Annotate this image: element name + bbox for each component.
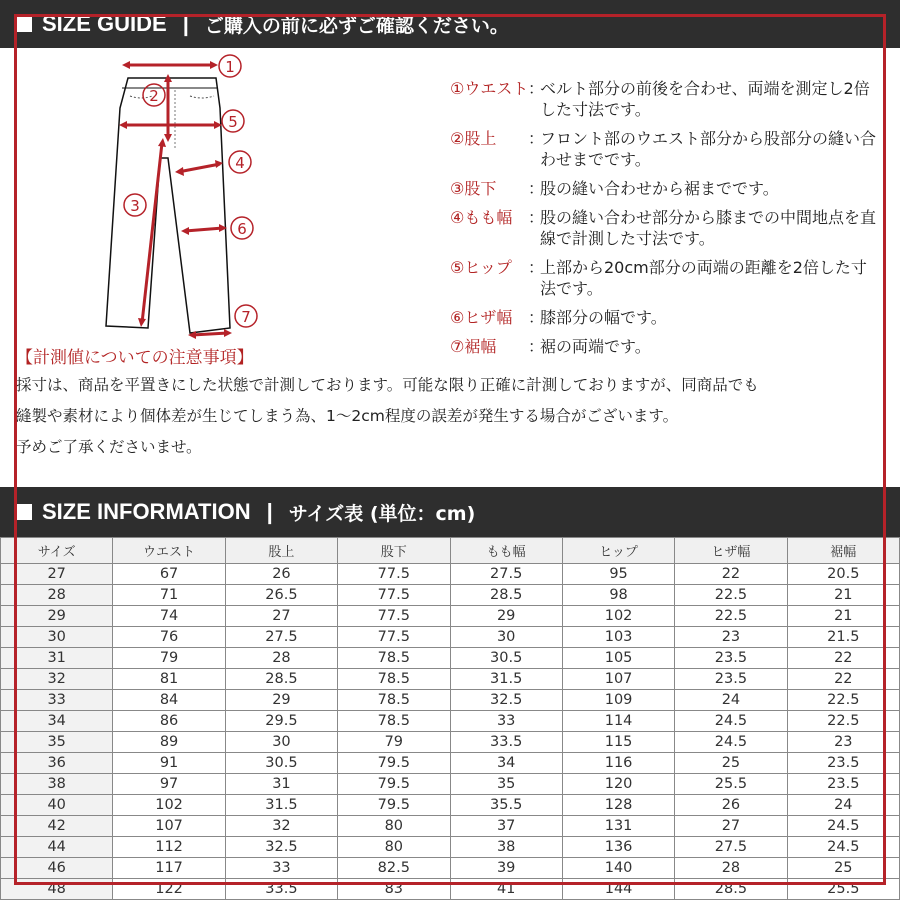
size-cell: 35 xyxy=(1,732,113,753)
legend-item-thigh xyxy=(450,207,880,249)
measurement-cell: 26 xyxy=(225,564,337,585)
measurement-cell: 30.5 xyxy=(450,648,562,669)
table-row xyxy=(1,795,900,816)
legend-item-knee xyxy=(450,307,880,328)
measurement-cell: 24.5 xyxy=(787,837,899,858)
column-header: ウエスト xyxy=(113,538,225,564)
measurement-cell: 79 xyxy=(338,732,450,753)
measurement-cell: 29 xyxy=(450,606,562,627)
measurement-cell: 29.5 xyxy=(225,711,337,732)
measurement-cell: 26 xyxy=(675,795,787,816)
measurement-cell: 80 xyxy=(338,816,450,837)
measurement-cell: 27 xyxy=(225,606,337,627)
measurement-cell: 77.5 xyxy=(338,627,450,648)
measurement-legend xyxy=(450,78,880,365)
size-cell: 40 xyxy=(1,795,113,816)
measurement-cell: 25.5 xyxy=(787,879,899,900)
measurement-cell: 32.5 xyxy=(225,837,337,858)
measurement-cell: 102 xyxy=(562,606,674,627)
legend-term: ④もも幅 xyxy=(450,208,513,227)
measurement-cell: 24 xyxy=(787,795,899,816)
column-header: 裾幅 xyxy=(787,538,899,564)
measurement-cell: 24.5 xyxy=(675,732,787,753)
measurement-cell: 89 xyxy=(113,732,225,753)
measurement-cell: 34 xyxy=(450,753,562,774)
svg-text:5: 5 xyxy=(228,113,238,131)
table-row xyxy=(1,816,900,837)
table-row xyxy=(1,732,900,753)
measurement-cell: 35.5 xyxy=(450,795,562,816)
measurement-cell: 33.5 xyxy=(450,732,562,753)
legend-item-hip xyxy=(450,257,880,299)
column-header: サイズ xyxy=(1,538,113,564)
measurement-cell: 24.5 xyxy=(675,711,787,732)
size-cell: 44 xyxy=(1,837,113,858)
measurement-cell: 41 xyxy=(450,879,562,900)
measurement-cell: 83 xyxy=(338,879,450,900)
measurement-cell: 25 xyxy=(787,858,899,879)
measurement-cell: 26.5 xyxy=(225,585,337,606)
measurement-cell: 31.5 xyxy=(225,795,337,816)
measurement-cell: 28.5 xyxy=(450,585,562,606)
legend-desc: 上部から20cm部分の両端の距離を2倍した寸法です。 xyxy=(540,258,867,298)
legend-item-inseam xyxy=(450,178,880,199)
notes-line: 予めご了承くださいませ。 xyxy=(16,438,202,456)
size-cell: 31 xyxy=(1,648,113,669)
measurement-cell: 30.5 xyxy=(225,753,337,774)
measurement-cell: 131 xyxy=(562,816,674,837)
svg-text:7: 7 xyxy=(241,308,251,326)
measurement-cell: 32 xyxy=(225,816,337,837)
legend-item-waist xyxy=(450,78,880,120)
measurement-cell: 77.5 xyxy=(338,606,450,627)
measurement-cell: 27.5 xyxy=(450,564,562,585)
measurement-cell: 28 xyxy=(675,858,787,879)
table-row xyxy=(1,774,900,795)
legend-term: ⑤ヒップ xyxy=(450,258,512,277)
size-info-title-jp: サイズ表 (単位：cm) xyxy=(288,502,476,525)
size-cell: 42 xyxy=(1,816,113,837)
square-bullet-icon xyxy=(16,504,32,520)
measurement-cell: 24.5 xyxy=(787,816,899,837)
measurement-cell: 95 xyxy=(562,564,674,585)
measurement-cell: 20.5 xyxy=(787,564,899,585)
legend-colon: ： xyxy=(528,79,545,98)
legend-colon: ： xyxy=(528,308,545,327)
measurement-cell: 29 xyxy=(225,690,337,711)
size-guide-title-en: SIZE GUIDE xyxy=(42,11,167,36)
measurement-cell: 91 xyxy=(113,753,225,774)
table-row xyxy=(1,627,900,648)
measurement-cell: 80 xyxy=(338,837,450,858)
measurement-cell: 33 xyxy=(450,711,562,732)
measurement-cell: 22 xyxy=(787,669,899,690)
size-cell: 36 xyxy=(1,753,113,774)
measurement-cell: 27 xyxy=(675,816,787,837)
svg-text:4: 4 xyxy=(235,154,245,172)
measurement-cell: 31.5 xyxy=(450,669,562,690)
measurement-cell: 71 xyxy=(113,585,225,606)
measurement-cell: 122 xyxy=(113,879,225,900)
legend-term: ②股上 xyxy=(450,129,497,148)
legend-desc: 股の縫い合わせから裾までです。 xyxy=(540,179,779,198)
size-cell: 27 xyxy=(1,564,113,585)
size-cell: 32 xyxy=(1,669,113,690)
measurement-cell: 22 xyxy=(675,564,787,585)
measurement-cell: 23.5 xyxy=(675,669,787,690)
column-header: 股上 xyxy=(225,538,337,564)
table-row xyxy=(1,585,900,606)
measurement-cell: 22.5 xyxy=(787,711,899,732)
measurement-cell: 136 xyxy=(562,837,674,858)
size-cell: 33 xyxy=(1,690,113,711)
measurement-cell: 102 xyxy=(113,795,225,816)
size-guide-title-jp: ご購入の前に必ずご確認ください。 xyxy=(204,14,509,37)
size-info-title-en: SIZE INFORMATION xyxy=(42,499,251,524)
square-bullet-icon xyxy=(16,16,32,32)
measurement-cell: 79.5 xyxy=(338,795,450,816)
size-cell: 30 xyxy=(1,627,113,648)
table-row xyxy=(1,648,900,669)
table-row xyxy=(1,753,900,774)
legend-desc: 裾の両端です。 xyxy=(540,337,651,356)
measurement-cell: 23.5 xyxy=(675,648,787,669)
measurement-cell: 74 xyxy=(113,606,225,627)
measurement-cell: 23 xyxy=(675,627,787,648)
measurement-cell: 79 xyxy=(113,648,225,669)
column-header: もも幅 xyxy=(450,538,562,564)
measurement-cell: 24 xyxy=(675,690,787,711)
size-cell: 46 xyxy=(1,858,113,879)
table-row xyxy=(1,690,900,711)
measurement-cell: 28 xyxy=(225,648,337,669)
measurement-cell: 39 xyxy=(450,858,562,879)
measurement-cell: 27.5 xyxy=(225,627,337,648)
notes-line: 採寸は、商品を平置きにした状態で計測しております。可能な限り正確に計測しておりますが、同商品でも xyxy=(16,376,759,394)
measurement-cell: 97 xyxy=(113,774,225,795)
size-guide-header xyxy=(0,0,900,48)
table-row xyxy=(1,606,900,627)
pants-illustration-icon xyxy=(90,48,270,348)
svg-text:2: 2 xyxy=(149,87,159,105)
legend-colon: ： xyxy=(528,208,545,227)
table-header-row xyxy=(1,538,900,564)
legend-term: ③股下 xyxy=(450,179,497,198)
measurement-cell: 105 xyxy=(562,648,674,669)
legend-desc: フロント部のウエスト部分から股部分の縫い合わせまでです。 xyxy=(540,129,877,169)
notes-line: 縫製や素材により個体差が生じてしまう為、1～2cm程度の誤差が発生する場合がございます。 xyxy=(16,407,679,425)
legend-colon: ： xyxy=(528,258,545,277)
measurement-cell: 27.5 xyxy=(675,837,787,858)
measurement-cell: 117 xyxy=(113,858,225,879)
measurement-cell: 79.5 xyxy=(338,753,450,774)
measurement-cell: 109 xyxy=(562,690,674,711)
measurement-cell: 116 xyxy=(562,753,674,774)
measurement-cell: 98 xyxy=(562,585,674,606)
legend-item-rise xyxy=(450,128,880,170)
pants-measurement-diagram xyxy=(90,48,270,348)
measurement-cell: 82.5 xyxy=(338,858,450,879)
measurement-cell: 38 xyxy=(450,837,562,858)
svg-text:3: 3 xyxy=(130,197,140,215)
measurement-cell: 21.5 xyxy=(787,627,899,648)
size-cell: 34 xyxy=(1,711,113,732)
measurement-cell: 21 xyxy=(787,606,899,627)
size-cell: 28 xyxy=(1,585,113,606)
measurement-cell: 22.5 xyxy=(787,690,899,711)
legend-desc: 膝部分の幅です。 xyxy=(540,308,667,327)
measurement-cell: 23.5 xyxy=(787,774,899,795)
measurement-cell: 77.5 xyxy=(338,564,450,585)
size-cell: 29 xyxy=(1,606,113,627)
table-row xyxy=(1,858,900,879)
size-cell: 38 xyxy=(1,774,113,795)
measurement-cell: 30 xyxy=(450,627,562,648)
measurement-cell: 78.5 xyxy=(338,669,450,690)
measurement-cell: 22.5 xyxy=(675,606,787,627)
measurement-cell: 78.5 xyxy=(338,690,450,711)
measurement-cell: 78.5 xyxy=(338,711,450,732)
measurement-cell: 67 xyxy=(113,564,225,585)
svg-text:1: 1 xyxy=(225,58,235,76)
measurement-cell: 114 xyxy=(562,711,674,732)
column-header: 股下 xyxy=(338,538,450,564)
svg-text:6: 6 xyxy=(237,220,247,238)
measurement-cell: 28.5 xyxy=(225,669,337,690)
measurement-cell: 23.5 xyxy=(787,753,899,774)
measurement-cell: 28.5 xyxy=(675,879,787,900)
measurement-cell: 128 xyxy=(562,795,674,816)
legend-term: ⑦裾幅 xyxy=(450,337,497,356)
size-cell: 48 xyxy=(1,879,113,900)
column-header: ヒップ xyxy=(562,538,674,564)
measurement-cell: 21 xyxy=(787,585,899,606)
measurement-cell: 37 xyxy=(450,816,562,837)
measurement-cell: 103 xyxy=(562,627,674,648)
size-information-header xyxy=(0,487,900,537)
table-row xyxy=(1,564,900,585)
measurement-cell: 35 xyxy=(450,774,562,795)
measurement-cell: 31 xyxy=(225,774,337,795)
measurement-cell: 115 xyxy=(562,732,674,753)
measurement-cell: 33.5 xyxy=(225,879,337,900)
table-row xyxy=(1,879,900,900)
legend-colon: ： xyxy=(528,179,545,198)
measurement-cell: 33 xyxy=(225,858,337,879)
measurement-cell: 30 xyxy=(225,732,337,753)
measurement-cell: 140 xyxy=(562,858,674,879)
table-row xyxy=(1,837,900,858)
measurement-cell: 144 xyxy=(562,879,674,900)
measurement-cell: 79.5 xyxy=(338,774,450,795)
title-separator: | xyxy=(182,11,189,36)
measurement-cell: 107 xyxy=(113,816,225,837)
legend-term: ⑥ヒザ幅 xyxy=(450,308,513,327)
measurement-cell: 78.5 xyxy=(338,648,450,669)
column-header: ヒザ幅 xyxy=(675,538,787,564)
measurement-cell: 81 xyxy=(113,669,225,690)
legend-item-hem xyxy=(450,336,880,357)
measurement-cell: 22.5 xyxy=(675,585,787,606)
legend-colon: ： xyxy=(528,337,545,356)
measurement-cell: 86 xyxy=(113,711,225,732)
legend-term: ①ウエスト xyxy=(450,79,529,98)
legend-desc: 股の縫い合わせ部分から膝までの中間地点を直線で計測した寸法です。 xyxy=(540,208,877,248)
measurement-cell: 23 xyxy=(787,732,899,753)
legend-colon: ： xyxy=(528,129,545,148)
table-row xyxy=(1,711,900,732)
measurement-cell: 107 xyxy=(562,669,674,690)
measurement-cell: 25 xyxy=(675,753,787,774)
measurement-cell: 120 xyxy=(562,774,674,795)
table-row xyxy=(1,669,900,690)
title-separator: | xyxy=(266,499,273,524)
measurement-cell: 25.5 xyxy=(675,774,787,795)
measurement-cell: 84 xyxy=(113,690,225,711)
notes-title: 【計測値についての注意事項】 xyxy=(16,348,254,368)
measurement-cell: 112 xyxy=(113,837,225,858)
legend-desc: ベルト部分の前後を合わせ、両端を測定し2倍した寸法です。 xyxy=(540,79,870,119)
measurement-cell: 76 xyxy=(113,627,225,648)
measurement-cell: 77.5 xyxy=(338,585,450,606)
notes-body xyxy=(16,370,896,463)
measurement-cell: 32.5 xyxy=(450,690,562,711)
size-table xyxy=(0,537,900,900)
measurement-cell: 22 xyxy=(787,648,899,669)
